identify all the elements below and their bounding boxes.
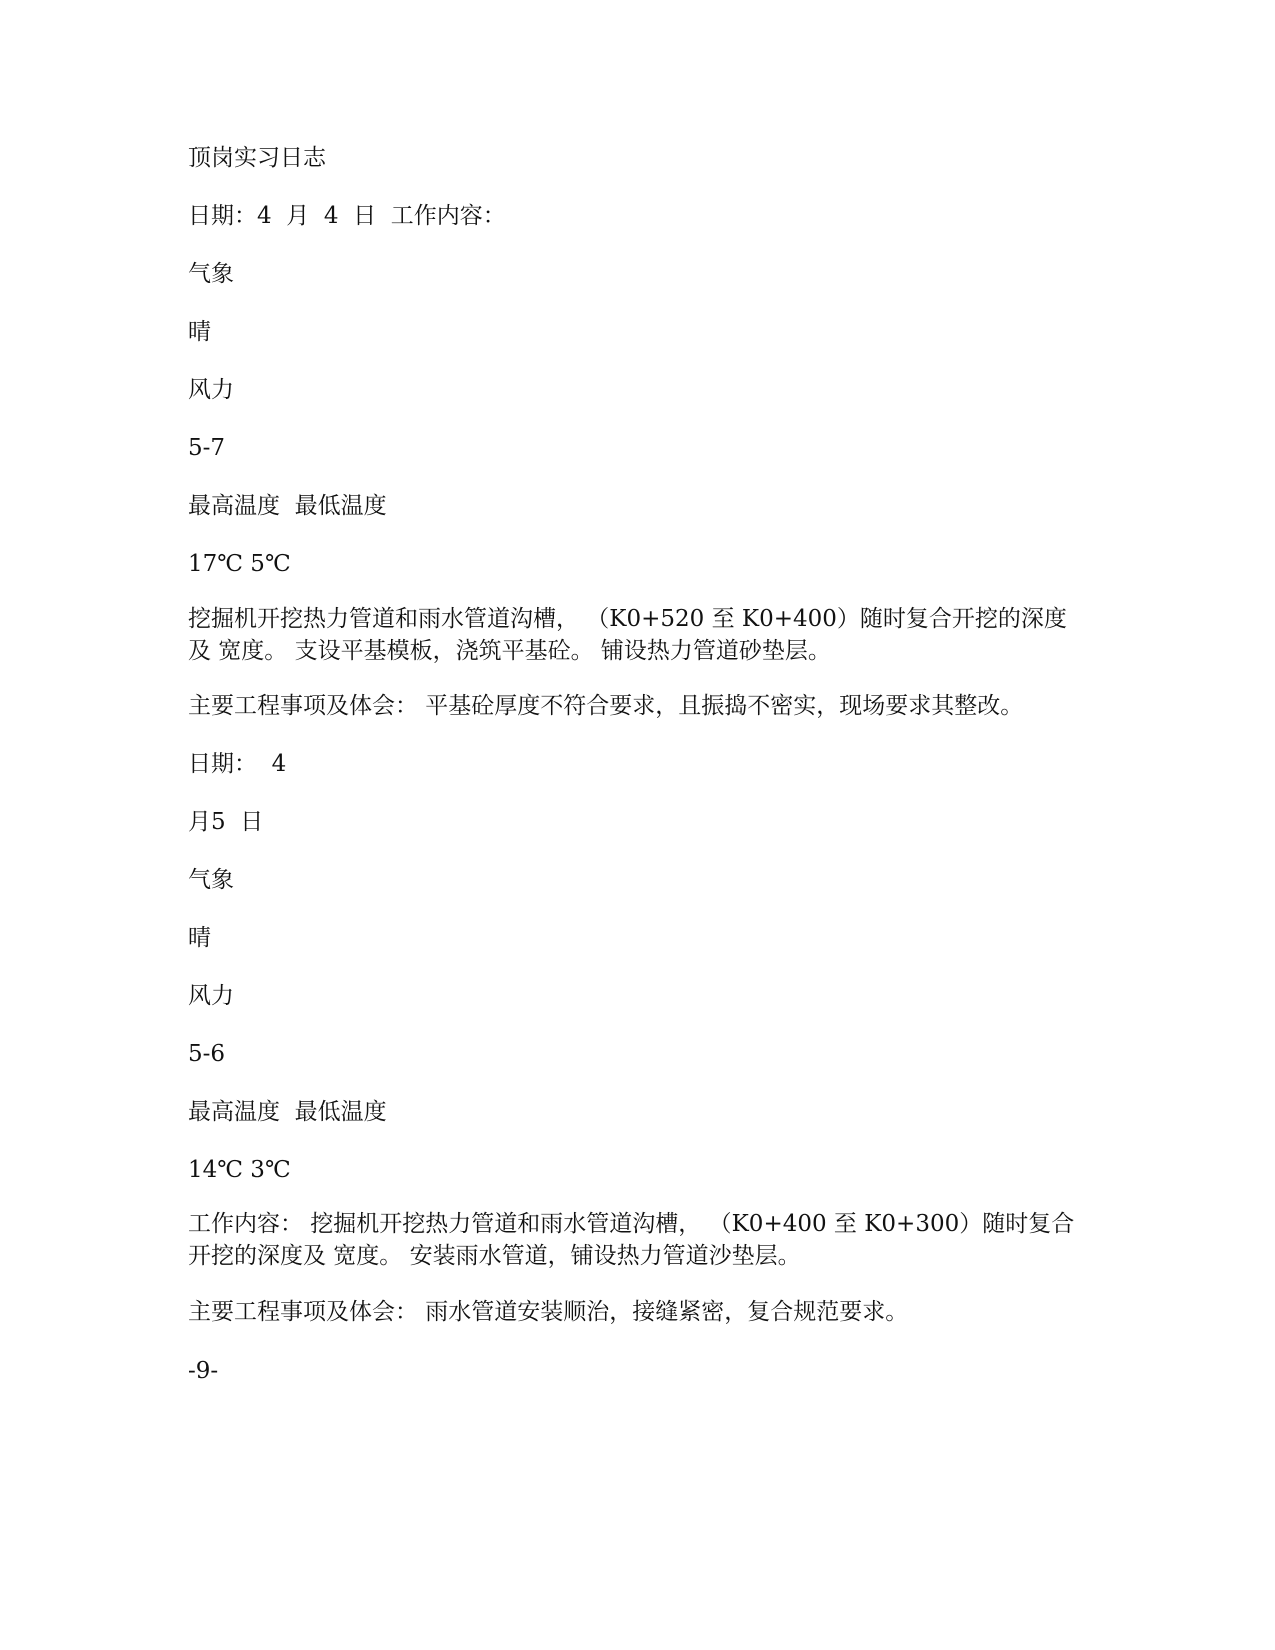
document-title: 顶岗实习日志 (188, 145, 326, 171)
entry2-work-content: 工作内容： 挖掘机开挖热力管道和雨水管道沟槽， （K0+400 至 K0+300）随时复合开挖的深度及 宽度。 安装雨水管道，铺设热力管道沙垫层。 (188, 1211, 1075, 1269)
entry1-temp-values: 17℃ 5℃ (188, 551, 291, 577)
entry2-weather-value: 晴 (188, 925, 211, 951)
entry2-notes: 主要工程事项及体会： 雨水管道安装顺治，接缝紧密，复合规范要求。 (188, 1299, 909, 1325)
entry1-notes: 主要工程事项及体会： 平基砼厚度不符合要求，且振捣不密实，现场要求其整改。 (188, 693, 1024, 719)
entry1-wind-value: 5-7 (188, 435, 226, 461)
page-number: -9- (188, 1358, 219, 1384)
entry1-wind-label: 风力 (188, 377, 234, 403)
entry2-wind-label: 风力 (188, 983, 234, 1009)
entry2-weather-label: 气象 (188, 867, 234, 893)
entry2-temp-labels: 最高温度 最低温度 (188, 1099, 387, 1125)
entry2-date-line-2: 月5 日 (188, 809, 264, 835)
entry1-temp-labels: 最高温度 最低温度 (188, 493, 387, 519)
entry2-temp-values: 14℃ 3℃ (188, 1157, 291, 1183)
entry1-weather-value: 晴 (188, 319, 211, 345)
entry2-date-line-1: 日期： 4 (188, 751, 287, 777)
entry2-wind-value: 5-6 (188, 1041, 226, 1067)
entry1-weather-label: 气象 (188, 261, 234, 287)
entry1-work-content: 挖掘机开挖热力管道和雨水管道沟槽， （K0+520 至 K0+400）随时复合开挖的深度及 宽度。 支设平基模板，浇筑平基砼。 铺设热力管道砂垫层。 (188, 606, 1067, 664)
entry1-date-line: 日期：4 月 4 日 工作内容： (188, 203, 506, 229)
